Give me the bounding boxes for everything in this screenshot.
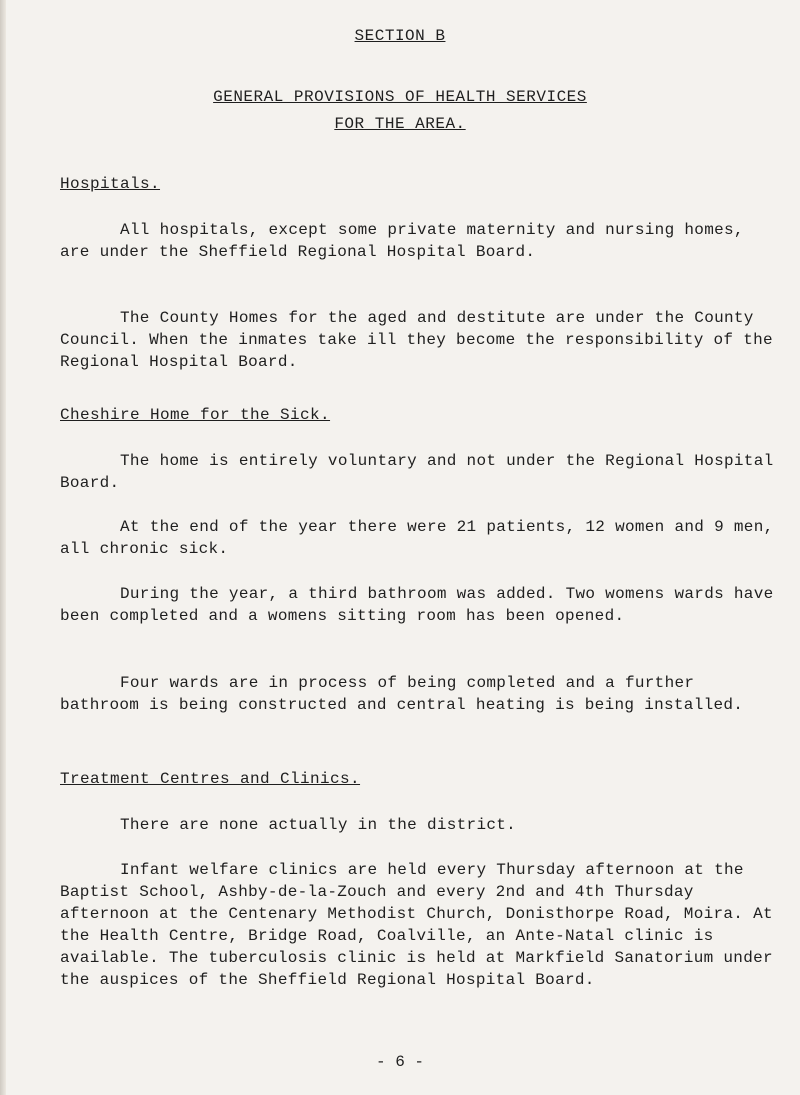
hospitals-paragraph: All hospitals, except some private maternity and nursing homes, are under the Sheffield Regional Hospital Board.	[60, 221, 744, 261]
cheshire-paragraph: During the year, a third bathroom was added. Two womens wards have been completed and a womens sitting room has been opened.	[60, 585, 774, 625]
section-title: SECTION B	[354, 27, 446, 45]
hospitals-paragraph: The County Homes for the aged and destitute are under the County Council. When the inmates take ill they become the responsibility of the Regional Hospital Board.	[60, 309, 773, 371]
page-number: - 6 -	[375, 1053, 424, 1071]
cheshire-paragraph: Four wards are in process of being completed and a further bathroom is being constructed and central heating is being installed.	[60, 674, 744, 714]
hospitals-heading: Hospitals.	[60, 175, 161, 193]
main-title-line-1: GENERAL PROVISIONS OF HEALTH SERVICES	[213, 88, 587, 106]
cheshire-paragraph: At the end of the year there were 21 patients, 12 women and 9 men, all chronic sick.	[60, 518, 774, 558]
treatment-paragraph: Infant welfare clinics are held every Thursday afternoon at the Baptist School, Ashby-de-la-Zouch and every 2nd and 4th Thursday afternoon at the Centenary Methodist Church, Donisthorpe Road, Moira. At the Health Centre, Bridge Road, Coalville, an Ante-Natal clinic is available. The tuberculosis clinic is held at Markfield Sanatorium under the auspices of the Sheffield Regional Hospital Board.	[60, 861, 773, 989]
treatment-paragraph: There are none actually in the district.	[120, 816, 517, 834]
treatment-heading: Treatment Centres and Clinics.	[60, 770, 361, 788]
cheshire-heading: Cheshire Home for the Sick.	[60, 406, 331, 424]
main-title-line-2: FOR THE AREA.	[334, 115, 466, 133]
cheshire-paragraph: The home is entirely voluntary and not under the Regional Hospital Board.	[60, 452, 774, 492]
page-edge	[0, 0, 6, 1095]
